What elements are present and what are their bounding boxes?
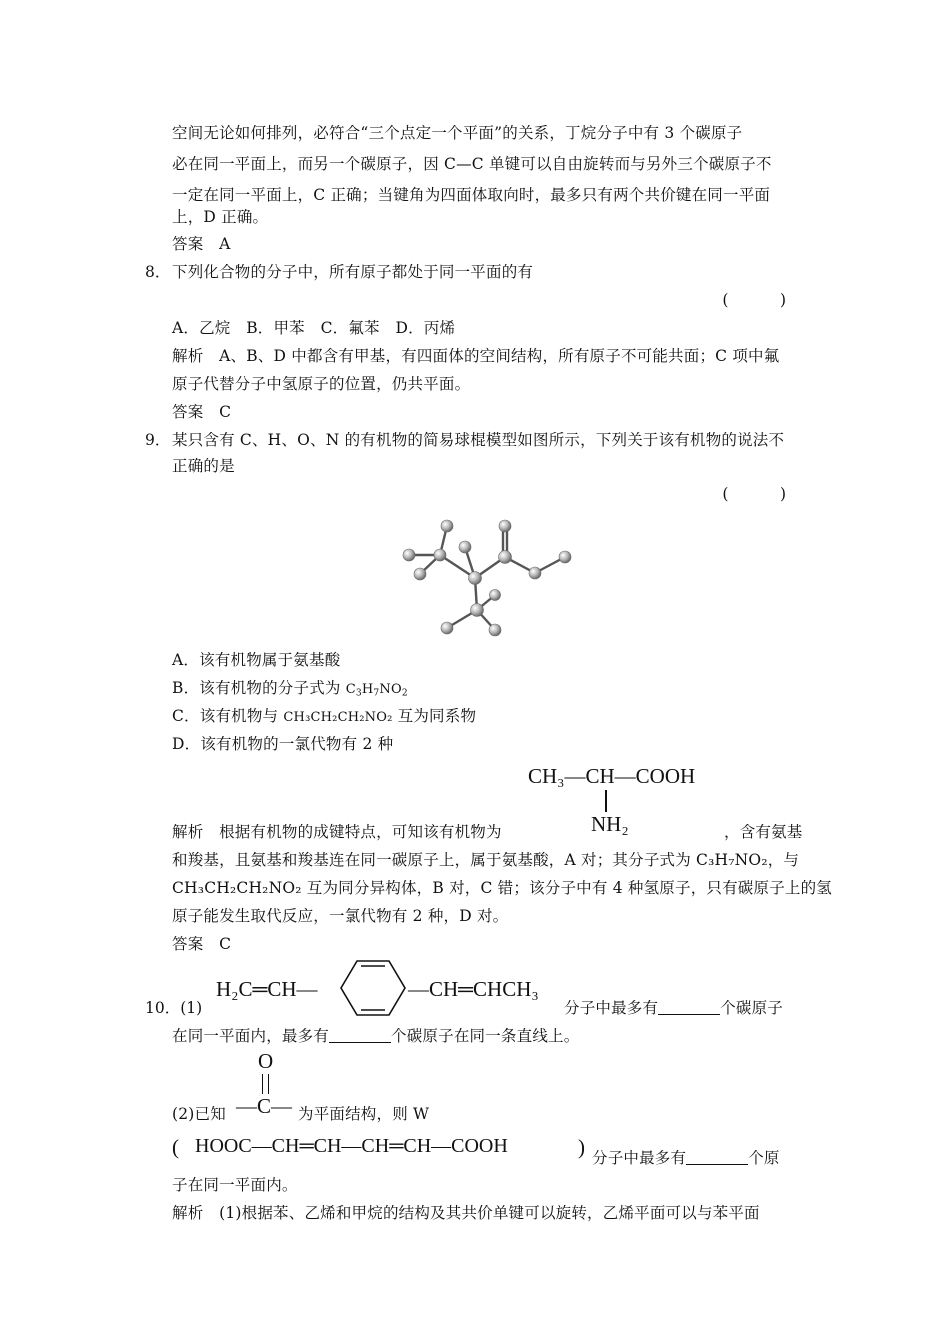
answer-paren: ( ): [722, 485, 804, 503]
struct-formula-left: H₂C═CH—: [216, 977, 318, 1001]
option-d: D．该有机物的一氯代物有 2 种: [172, 735, 394, 753]
option-b-text: B．该有机物的分子式为: [172, 679, 346, 697]
answer-blank[interactable]: [658, 999, 720, 1015]
ball-stick-model: [395, 510, 585, 640]
text-line: 上，D 正确。: [172, 208, 269, 226]
question-stem: [172, 1026, 579, 1046]
answer-blank[interactable]: [329, 1027, 391, 1043]
answer-paren: ( ): [722, 291, 804, 309]
w-formula: HOOC—CH═CH—CH═CH—COOH: [195, 1135, 508, 1157]
option-c-text: 互为同系物: [392, 707, 477, 725]
stem-text: 在同一平面内，最多有: [172, 1027, 330, 1045]
question-stem: 下列化合物的分子中，所有原子都处于同一平面的有: [172, 263, 534, 281]
question-stem: 正确的是: [172, 457, 235, 475]
carbonyl-o: O: [258, 1049, 274, 1073]
answer-blank[interactable]: [686, 1149, 748, 1165]
question-stem: [592, 1148, 780, 1168]
option-c-text: C．该有机物与: [172, 707, 284, 725]
question-stem: 为平面结构，则 W: [298, 1105, 430, 1123]
stem-text: 个碳原子: [720, 999, 784, 1017]
text-line: 一定在同一平面上，C 正确；当键角为四面体取向时，最多只有两个共价键在同一平面: [172, 186, 771, 204]
question-stem: 子在同一平面内。: [172, 1176, 298, 1194]
analysis-line: 解析 根据有机物的成键特点，可知该有机物为: [172, 823, 502, 841]
question-stem: [564, 998, 783, 1018]
option-a: A．该有机物属于氨基酸: [172, 651, 341, 669]
analysis-line: 和羧基，且氨基和羧基连在同一碳原子上，属于氨基酸，A 对；其分子式为 C₃H₇NO₂，与: [172, 851, 800, 869]
question-number: 10．(1): [145, 999, 203, 1017]
paren-open: (: [172, 1135, 179, 1159]
analysis-line: 解析 (1)根据苯、乙烯和甲烷的结构及其共价单键可以旋转，乙烯平面可以与苯平面: [172, 1204, 760, 1222]
double-bond: [268, 1074, 269, 1094]
option-b: [172, 678, 408, 703]
stem-text: 分子中最多有: [564, 999, 659, 1017]
struct-formula-bottom: NH₂: [591, 812, 629, 836]
double-bond: [262, 1074, 263, 1094]
question-number: 9．: [145, 431, 171, 449]
paren-close: ): [578, 1135, 585, 1159]
option-c: [172, 706, 476, 728]
bond-line: [605, 790, 607, 812]
analysis-line: 解析 A、B、D 中都含有甲基，有四面体的空间结构，所有原子不可能共面；C 项中氟: [172, 347, 780, 365]
formula: $C_3H_7NO_2$: [345, 682, 408, 699]
stem-text: 分子中最多有: [592, 1149, 687, 1167]
stem-text: 个原: [748, 1149, 780, 1167]
benzene-ring: [333, 957, 413, 1019]
answer-line: 答案 A: [172, 235, 231, 253]
struct-formula-top: CH₃—CH—COOH: [528, 764, 696, 788]
question-number: 8．: [145, 263, 171, 281]
analysis-line: CH₃CH₂CH₂NO₂ 互为同分异构体，B 对，C 错；该分子中有 4 种氢原子，只有碳原子上的氢: [172, 879, 833, 897]
formula: CH₃CH₂CH₂NO₂: [283, 710, 393, 725]
carbonyl-c: —C—: [236, 1094, 293, 1118]
answer-line: 答案 C: [172, 403, 232, 421]
analysis-line: 原子能发生取代反应，一氯代物有 2 种，D 对。: [172, 907, 509, 925]
question-stem: 某只含有 C、H、O、N 的有机物的简易球棍模型如图所示，下列关于该有机物的说法不: [172, 431, 785, 449]
options-line: A．乙烷 B．甲苯 C．氟苯 D．丙烯: [172, 319, 456, 337]
answer-line: 答案 C: [172, 935, 232, 953]
text-line: 必在同一平面上，而另一个碳原子，因 C—C 单键可以自由旋转而与另外三个碳原子不: [172, 155, 772, 173]
question-stem: (2)已知: [172, 1105, 226, 1123]
struct-formula-right: —CH═CHCH₃: [408, 977, 539, 1001]
analysis-line: 原子代替分子中氢原子的位置，仍共平面。: [172, 375, 471, 393]
text-line: 空间无论如何排列，必符合“三个点定一个平面”的关系，丁烷分子中有 3 个碳原子: [172, 124, 743, 142]
analysis-line: ，含有氨基: [724, 823, 803, 841]
stem-text: 个碳原子在同一条直线上。: [391, 1027, 580, 1045]
